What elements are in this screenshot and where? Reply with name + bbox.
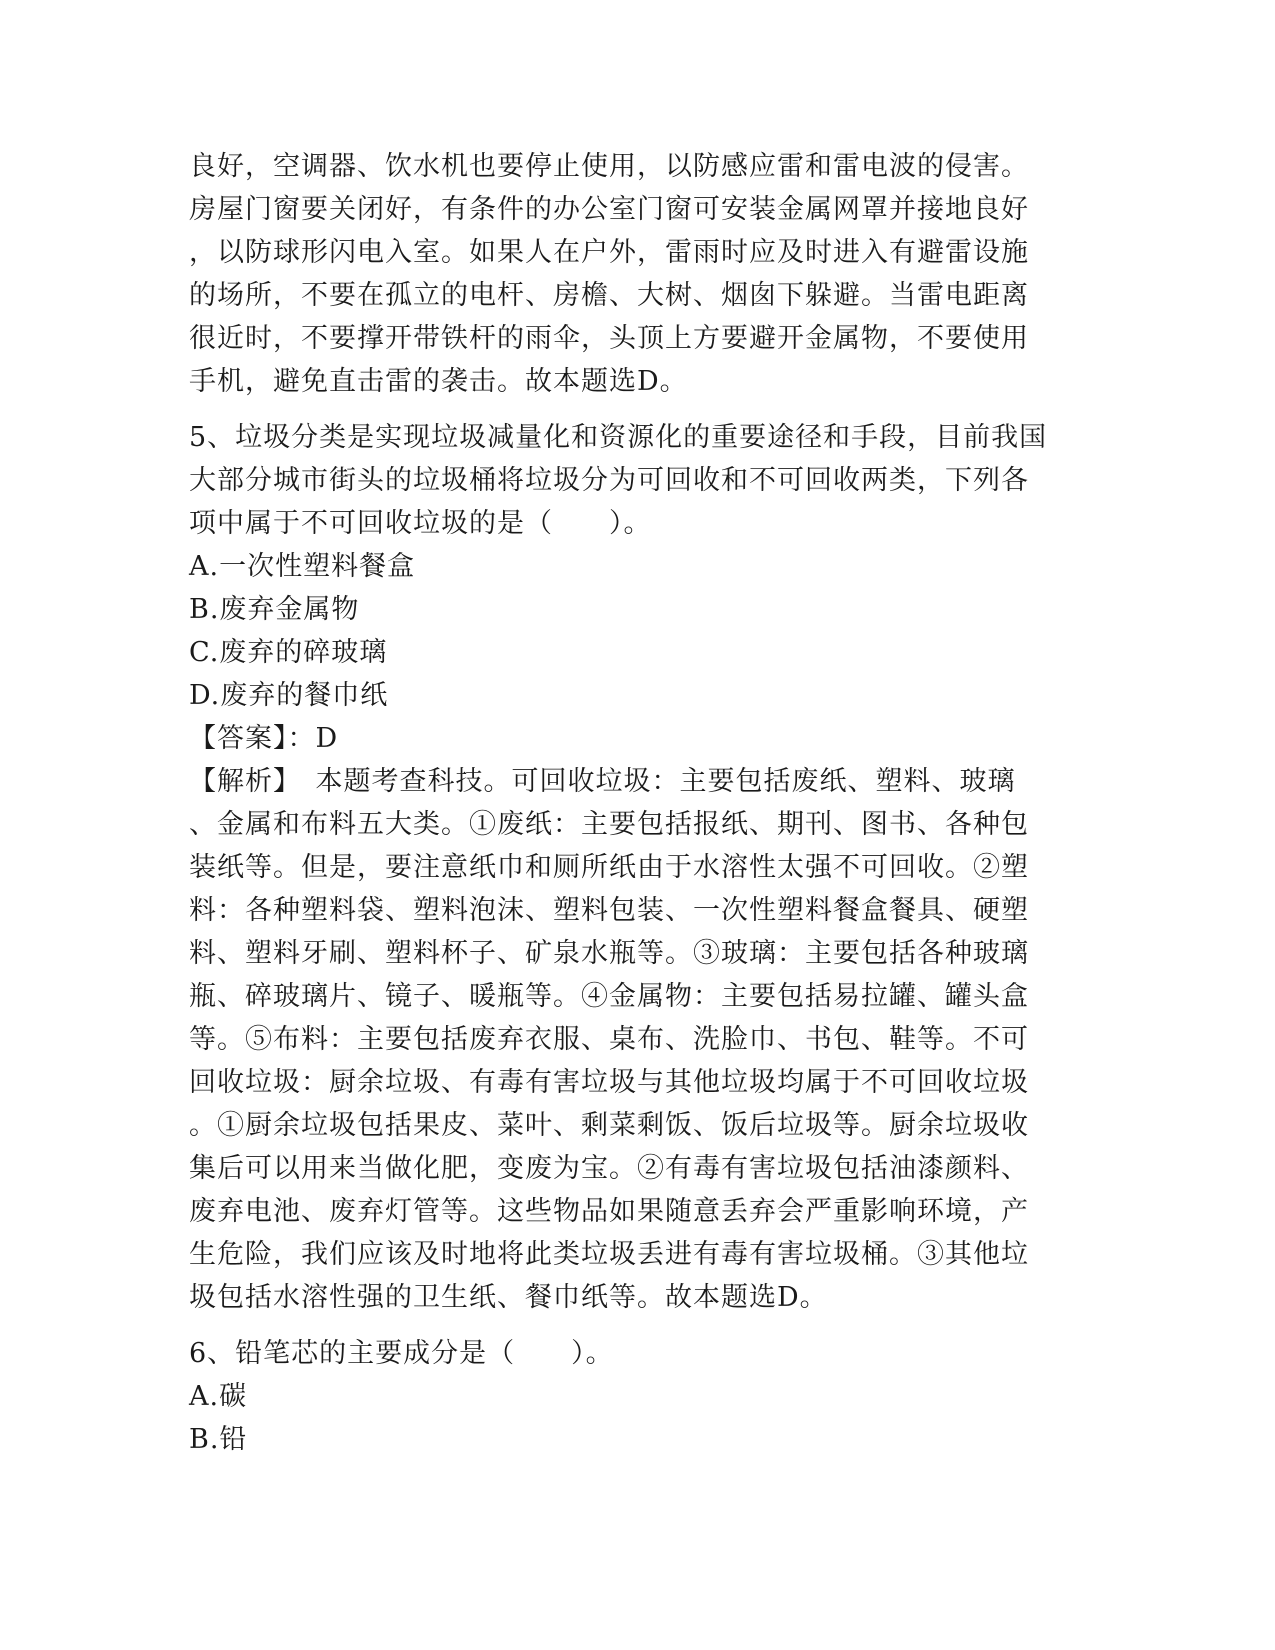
- answer-line: 【答案】：D: [189, 723, 339, 754]
- paragraph-gap: [189, 1319, 1089, 1332]
- question-stem-line: 大部分城市街头的垃圾桶将垃圾分为可回收和不可回收两类，下列各: [189, 465, 1029, 496]
- text-line: ，以防球形闪电入室。如果人在户外，雷雨时应及时进入有避雷设施: [189, 237, 1029, 268]
- question-stem-line: 6、铅笔芯的主要成分是（ ）。: [189, 1338, 614, 1369]
- explanation-line: 回收垃圾：厨余垃圾、有毒有害垃圾与其他垃圾均属于不可回收垃圾: [189, 1067, 1029, 1098]
- explanation-line: 生危险，我们应该及时地将此类垃圾丢进有毒有害垃圾桶。③其他垃: [189, 1239, 1029, 1270]
- explanation-line: 、金属和布料五大类。①废纸：主要包括报纸、期刊、图书、各种包: [189, 809, 1029, 840]
- option-b: B.废弃金属物: [189, 594, 360, 625]
- option-a: A.一次性塑料餐盒: [189, 551, 416, 582]
- option-c: C.废弃的碎玻璃: [189, 637, 388, 668]
- text-line: 手机，避免直击雷的袭击。故本题选D。: [189, 366, 688, 397]
- explanation-line: 。①厨余垃圾包括果皮、菜叶、剩菜剩饭、饭后垃圾等。厨余垃圾收: [189, 1110, 1029, 1141]
- option-b: B.铅: [189, 1424, 248, 1455]
- text-line: 房屋门窗要关闭好，有条件的办公室门窗可安装金属网罩并接地良好: [189, 194, 1029, 225]
- explanation-line: 废弃电池、废弃灯管等。这些物品如果随意丢弃会严重影响环境，产: [189, 1196, 1029, 1227]
- question-stem-line: 项中属于不可回收垃圾的是（ ）。: [189, 508, 652, 539]
- document-page: [189, 145, 1089, 1461]
- option-a: A.碳: [189, 1381, 248, 1412]
- text-line: 良好，空调器、饮水机也要停止使用，以防感应雷和雷电波的侵害。: [189, 151, 1029, 182]
- explanation-line: 料、塑料牙刷、塑料杯子、矿泉水瓶等。③玻璃：主要包括各种玻璃: [189, 938, 1029, 969]
- explanation-line: 等。⑤布料：主要包括废弃衣服、桌布、洗脸巾、书包、鞋等。不可: [189, 1024, 1029, 1055]
- explanation-line: 圾包括水溶性强的卫生纸、餐巾纸等。故本题选D。: [189, 1282, 828, 1313]
- explanation-line: 料：各种塑料袋、塑料泡沫、塑料包装、一次性塑料餐盒餐具、硬塑: [189, 895, 1029, 926]
- text-line: 很近时，不要撑开带铁杆的雨伞，头顶上方要避开金属物，不要使用: [189, 323, 1029, 354]
- text-line: 的场所，不要在孤立的电杆、房檐、大树、烟囱下躲避。当雷电距离: [189, 280, 1029, 311]
- explanation-line: 【解析】 本题考查科技。可回收垃圾：主要包括废纸、塑料、玻璃: [189, 766, 1016, 797]
- explanation-line: 集后可以用来当做化肥，变废为宝。②有毒有害垃圾包括油漆颜料、: [189, 1153, 1029, 1184]
- option-d: D.废弃的餐巾纸: [189, 680, 389, 711]
- explanation-line: 装纸等。但是，要注意纸巾和厕所纸由于水溶性太强不可回收。②塑: [189, 852, 1029, 883]
- explanation-line: 瓶、碎玻璃片、镜子、暖瓶等。④金属物：主要包括易拉罐、罐头盒: [189, 981, 1029, 1012]
- paragraph-gap: [189, 403, 1089, 416]
- question-6: [189, 1332, 1089, 1461]
- question-stem-line: 5、垃圾分类是实现垃圾减量化和资源化的重要途径和手段，目前我国: [189, 422, 1048, 453]
- question-5: [189, 416, 1089, 1319]
- q4-explanation-tail: [189, 145, 1089, 403]
